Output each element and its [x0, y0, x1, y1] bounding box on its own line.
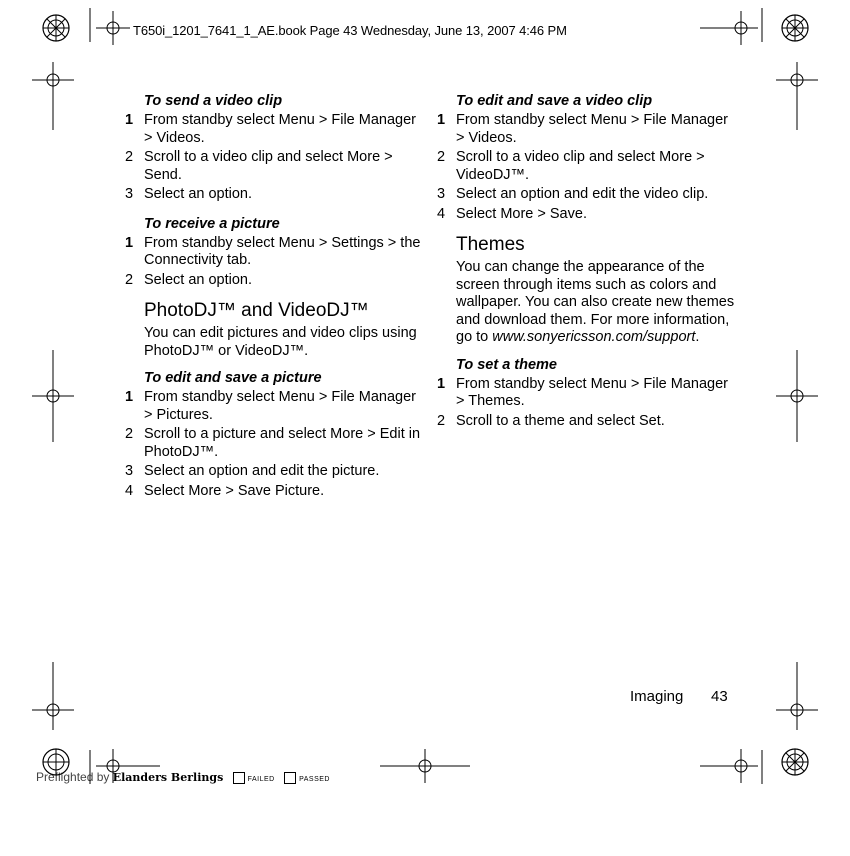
crosshair-target-icon [380, 749, 470, 783]
registration-rosette-icon [782, 749, 808, 775]
step-text: From standby select Menu > File Manager > Pictures. [144, 389, 416, 423]
step-number: 2 [437, 149, 446, 165]
receive-picture-title: To receive a picture [144, 215, 280, 232]
send-video-title: To send a video clip [144, 93, 283, 109]
crosshair-target-icon [776, 662, 818, 730]
step-number: 4 [437, 205, 446, 222]
step-text: Scroll to a video clip and select More > VideoDJ™. [456, 149, 705, 183]
crosshair-target-icon [700, 11, 758, 45]
edit-video-title: To edit and save a video clip [456, 93, 653, 109]
step-number: 3 [125, 186, 134, 202]
step-text: Select an option and edit the picture. [144, 463, 380, 479]
crosshair-target-icon [776, 62, 818, 130]
preflight-brand: Elanders Berlings [112, 771, 224, 784]
registration-rosette-icon [782, 15, 808, 41]
step-text: Select More > Save. [456, 205, 587, 222]
step-text: Scroll to a theme and select Set. [456, 412, 665, 429]
step-text: Select More > Save Picture. [144, 482, 325, 499]
themes-body-text: You can change the appearance of the screen through items such as colors and wallpaper. You can also create new themes and download them. For more information, go to [456, 259, 735, 345]
step-text: Scroll to a picture and select More > Edit in PhotoDJ™. [144, 426, 421, 460]
photodj-heading: PhotoDJ™ and VideoDJ™ [144, 300, 369, 321]
themes-heading: Themes [456, 234, 525, 255]
passed-label: PASSED [299, 776, 330, 783]
page-number: 43 [711, 688, 728, 705]
crosshair-target-icon [32, 62, 74, 130]
step-number: 2 [125, 271, 134, 288]
crosshair-target-icon [96, 749, 160, 783]
step-text: Scroll to a video clip and select More > Send. [144, 149, 393, 183]
step-number: 4 [125, 482, 134, 499]
step-text: Select an option. [144, 271, 253, 288]
registration-rosette-icon [43, 15, 69, 41]
step-number: 3 [125, 463, 134, 479]
themes-body-end: . [695, 329, 700, 345]
crosshair-target-icon [700, 749, 758, 783]
support-link[interactable]: www.sonyericsson.com/support [492, 329, 696, 345]
crosshair-target-icon [32, 350, 74, 442]
step-number: 2 [125, 149, 134, 165]
crosshair-target-icon [96, 11, 130, 45]
step-number: 1 [125, 234, 134, 251]
step-text: Select an option. [144, 186, 253, 202]
step-number: 2 [125, 426, 134, 442]
set-theme-title: To set a theme [456, 356, 557, 373]
book-header: T650i_1201_7641_1_AE.book Page 43 Wednesday, June 13, 2007 4:46 PM [133, 23, 567, 38]
step-text: Select an option and edit the video clip. [456, 186, 709, 202]
step-number: 1 [125, 112, 134, 128]
step-text: From standby select Menu > Settings > the Connectivity tab. [144, 234, 421, 268]
step-number: 1 [437, 112, 446, 128]
step-number: 3 [437, 186, 446, 202]
crosshair-target-icon [32, 662, 74, 730]
step-text: From standby select Menu > File Manager > Videos. [144, 112, 416, 146]
registration-rosette-icon [43, 749, 69, 775]
photodj-body: You can edit pictures and video clips using PhotoDJ™ or VideoDJ™. [144, 325, 417, 359]
step-text: From standby select Menu > File Manager > Videos. [456, 112, 728, 146]
step-number: 1 [125, 389, 134, 405]
footer-section-label: Imaging [630, 688, 684, 705]
crosshair-target-icon [776, 350, 818, 442]
preflight-prefix: Preflighted by [36, 770, 110, 784]
step-number: 1 [437, 375, 446, 392]
failed-label: FAILED [247, 776, 275, 783]
edit-picture-title: To edit and save a picture [144, 370, 322, 386]
step-text: From standby select Menu > File Manager > Themes. [456, 375, 728, 409]
step-number: 2 [437, 412, 446, 429]
